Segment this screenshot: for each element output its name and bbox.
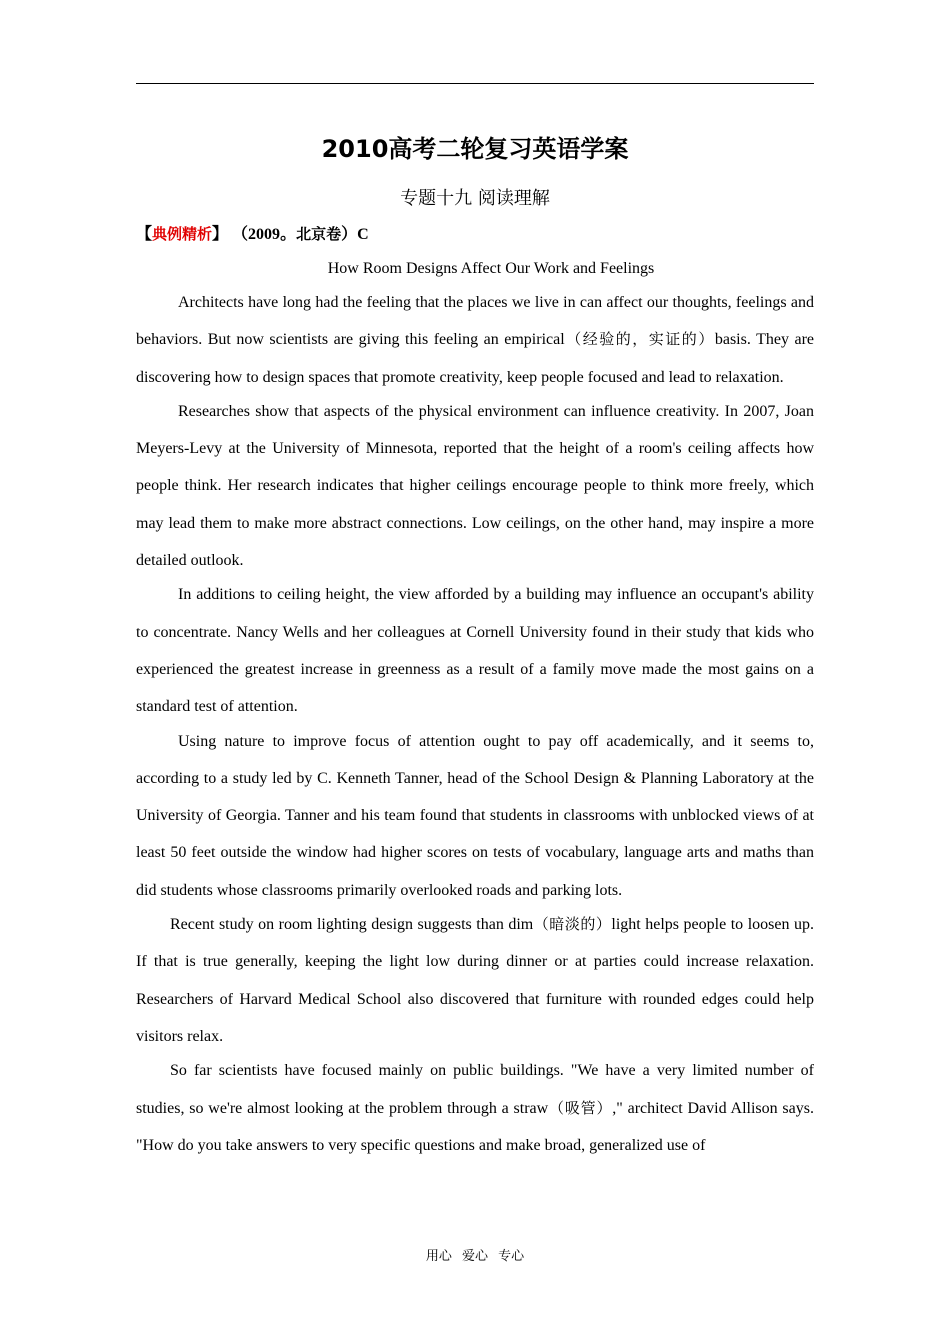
- paragraph-5-text-b: light helps people to loosen up. If that is true generally, keeping the light low during dinner or at parties could increase relaxation. Researchers of Harvard Medical School also discovered that furniture with rounded edges could help visitors relax.: [136, 916, 814, 1045]
- paragraph-3: [136, 576, 814, 725]
- paragraph-4-text: Using nature to improve focus of attention ought to pay off academically, and it seems to, according to a study led by C. Kenneth Tanner, head of the School Design & Planning Laboratory at the University of Georgia. Tanner and his team found that students in classrooms with unblocked views of at least 50 feet outside the window had higher scores on tests of vocabulary, language arts and maths than did students whose classrooms primarily overlooked roads and parking lots.: [136, 732, 814, 899]
- paragraph-2-text: Researches show that aspects of the physical environment can influence creativity. In 2007, Joan Meyers-Levy at the University of Minnesota, reported that the height of a room's ceiling affects how people think. Her research indicates that higher ceilings encourage people to think more freely, which may lead them to make more abstract connections. Low ceilings, on the other hand, may inspire a more detailed outlook.: [136, 402, 814, 570]
- paragraph-6-text-b: ," architect David Allison says.: [612, 1099, 814, 1117]
- page-footer: 用心 爱心 专心: [425, 1249, 525, 1264]
- exam-year: （2009: [232, 226, 281, 243]
- paragraph-5: [136, 906, 814, 1055]
- exam-place: 北京卷: [296, 225, 342, 243]
- paragraph-1-text-a: Architects have long had the feeling that the places we live in can affect our thoughts, feelings and behaviors. But now scientists are giving this feeling an empirical: [136, 294, 814, 349]
- tag-open-bracket: 【: [136, 226, 153, 243]
- example-source-line: [136, 222, 369, 247]
- page-subtitle: 专题十九 阅读理解: [400, 188, 550, 209]
- example-tag: 典例精析: [152, 225, 213, 243]
- article-body: [136, 284, 814, 1164]
- paragraph-4: [136, 723, 814, 909]
- paragraph-1-gloss: （经验的，实证的）: [564, 330, 715, 349]
- paragraph-6-gloss: （吸管）: [548, 1098, 613, 1117]
- paragraph-1-text-b: basis. They are discovering how to design spaces that promote creativity, keep people focused and lead to relaxation.: [136, 331, 814, 386]
- paragraph-1: [136, 284, 814, 396]
- header-rule: [136, 83, 814, 84]
- exam-source: [232, 226, 369, 243]
- paragraph-2: [136, 393, 814, 579]
- exam-separator: 。: [280, 226, 297, 243]
- paragraph-6: [136, 1052, 814, 1164]
- exam-passage-letter: ）C: [341, 226, 369, 243]
- paragraph-3-text: In additions to ceiling height, the view afforded by a building may influence an occupant's ability to concentrate. Nancy Wells and her colleagues at Cornell University found in their study that kids who experienced the greatest increase in greenness as a result of a family move made the most gains on a standard test of attention.: [136, 586, 814, 716]
- paragraph-5-gloss: （暗淡的）: [533, 915, 612, 934]
- paragraph-6-text-a: So far scientists have focused mainly on public buildings. "We have a very limited number of studies, so we're almost looking at the problem through a straw: [136, 1062, 814, 1117]
- page-title: 2010高考二轮复习英语学案: [321, 135, 629, 163]
- tag-close-bracket: 】: [212, 226, 229, 243]
- paragraph-6-text-c: "How do you take answers to very specific questions and make broad, generalized use of: [136, 1136, 706, 1154]
- article-title: How Room Designs Affect Our Work and Feelings: [327, 260, 655, 277]
- paragraph-5-text-a: Recent study on room lighting design suggests than dim: [170, 916, 534, 934]
